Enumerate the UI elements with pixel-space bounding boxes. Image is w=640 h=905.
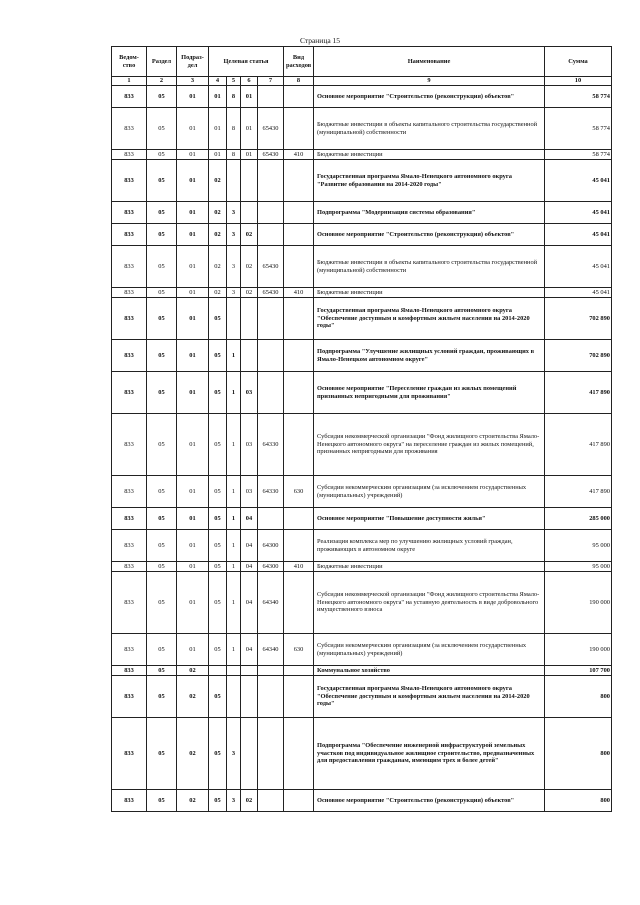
col-num: 4 [209,77,227,86]
cell-razdel: 05 [147,160,177,202]
cell-program: 05 [209,530,227,562]
cell-razdel: 05 [147,530,177,562]
cell-vid [284,246,314,288]
table-row [112,676,612,718]
cell-razdel: 05 [147,718,177,790]
table-row [112,108,612,150]
cell-razdel: 05 [147,666,177,676]
cell-vid: 410 [284,562,314,572]
cell-direction [258,160,284,202]
col-num: 2 [147,77,177,86]
cell-subprogram: 8 [227,86,241,108]
cell-direction [258,340,284,372]
cell-subprogram: 3 [227,790,241,812]
cell-event: 04 [241,562,258,572]
cell-podrazdel: 02 [177,676,209,718]
cell-summa: 58 774 [545,86,612,108]
cell-subprogram: 8 [227,108,241,150]
cell-summa: 800 [545,790,612,812]
cell-name: Основное мероприятие "Повышение доступности жилья" [314,508,545,530]
cell-subprogram: 1 [227,372,241,414]
cell-podrazdel: 01 [177,372,209,414]
table-row [112,224,612,246]
cell-direction [258,508,284,530]
cell-subprogram [227,298,241,340]
cell-event: 03 [241,476,258,508]
cell-vid [284,530,314,562]
cell-name: Подпрограмма "Обеспечение инженерной инфраструктурой земельных участков под индивидуальное жилищное строительство, предназначенных для предоставления гражданам, имеющим трех и более детей" [314,718,545,790]
cell-program: 02 [209,202,227,224]
cell-vedomstvo: 833 [112,246,147,288]
cell-direction [258,372,284,414]
cell-summa: 702 890 [545,340,612,372]
cell-razdel: 05 [147,86,177,108]
cell-subprogram: 3 [227,718,241,790]
cell-program: 05 [209,298,227,340]
col-num: 10 [545,77,612,86]
column-number-row [112,77,612,86]
cell-summa: 45 041 [545,202,612,224]
cell-vid [284,718,314,790]
cell-subprogram [227,666,241,676]
cell-vid [284,790,314,812]
header-summa: Сумма [545,47,612,77]
table-row [112,202,612,224]
cell-direction: 64300 [258,530,284,562]
cell-summa: 417 890 [545,476,612,508]
cell-subprogram: 3 [227,246,241,288]
cell-summa: 58 774 [545,150,612,160]
cell-podrazdel: 01 [177,414,209,476]
cell-subprogram: 1 [227,340,241,372]
cell-program: 05 [209,508,227,530]
cell-vid [284,108,314,150]
cell-razdel: 05 [147,562,177,572]
cell-vid [284,202,314,224]
cell-program: 02 [209,224,227,246]
table-row [112,572,612,634]
cell-name: Бюджетные инвестиции [314,562,545,572]
cell-vid [284,676,314,718]
cell-direction [258,666,284,676]
cell-podrazdel: 01 [177,530,209,562]
cell-vedomstvo: 833 [112,288,147,298]
cell-name: Бюджетные инвестиции в объекты капитального строительства государственной (муниципальной) собственности [314,246,545,288]
cell-summa: 702 890 [545,298,612,340]
cell-razdel: 05 [147,372,177,414]
cell-podrazdel: 01 [177,298,209,340]
col-num: 6 [241,77,258,86]
cell-event [241,298,258,340]
cell-vedomstvo: 833 [112,372,147,414]
cell-program: 05 [209,562,227,572]
cell-subprogram: 1 [227,508,241,530]
cell-name: Основное мероприятие "Переселение граждан из жилых помещений признанных непригодными для проживания" [314,372,545,414]
cell-vedomstvo: 833 [112,508,147,530]
cell-vid [284,508,314,530]
cell-summa: 417 890 [545,414,612,476]
table-row [112,246,612,288]
cell-program: 05 [209,634,227,666]
cell-program: 05 [209,340,227,372]
cell-razdel: 05 [147,150,177,160]
cell-event: 04 [241,508,258,530]
table-row [112,562,612,572]
cell-summa: 800 [545,718,612,790]
cell-event: 01 [241,108,258,150]
cell-direction: 64330 [258,414,284,476]
cell-vid [284,414,314,476]
cell-vedomstvo: 833 [112,202,147,224]
table-row [112,634,612,666]
table-row [112,508,612,530]
cell-vid [284,340,314,372]
cell-program: 05 [209,676,227,718]
cell-event: 04 [241,530,258,562]
cell-subprogram: 1 [227,572,241,634]
cell-program: 05 [209,372,227,414]
cell-vedomstvo: 833 [112,414,147,476]
cell-event [241,202,258,224]
cell-name: Бюджетные инвестиции в объекты капитального строительства государственной (муниципальной) собственности [314,108,545,150]
cell-program: 05 [209,718,227,790]
cell-summa: 800 [545,676,612,718]
header-name: Наименование [314,47,545,77]
cell-podrazdel: 02 [177,718,209,790]
cell-summa: 190 000 [545,572,612,634]
cell-event [241,718,258,790]
table-row [112,666,612,676]
cell-event: 04 [241,572,258,634]
cell-podrazdel: 01 [177,508,209,530]
cell-vedomstvo: 833 [112,790,147,812]
table-row [112,298,612,340]
col-num: 9 [314,77,545,86]
cell-program: 05 [209,572,227,634]
cell-razdel: 05 [147,414,177,476]
cell-name: Государственная программа Ямало-Ненецкого автономного округа "Развитие образования на 2014-2020 годы" [314,160,545,202]
cell-name: Бюджетные инвестиции [314,288,545,298]
cell-subprogram: 8 [227,150,241,160]
cell-vid [284,224,314,246]
cell-program: 05 [209,414,227,476]
cell-podrazdel: 01 [177,108,209,150]
cell-summa: 58 774 [545,108,612,150]
cell-name: Реализация комплекса мер по улучшению жилищных условий граждан, проживающих в автономном округе [314,530,545,562]
cell-direction: 65430 [258,288,284,298]
cell-name: Основное мероприятие "Строительство (реконструкция) объектов" [314,790,545,812]
cell-event: 04 [241,634,258,666]
cell-razdel: 05 [147,298,177,340]
cell-name: Подпрограмма "Улучшение жилищных условий граждан, проживающих в Ямало-Ненецком автономном округе" [314,340,545,372]
cell-direction: 65430 [258,246,284,288]
cell-podrazdel: 01 [177,86,209,108]
header-vid: Вид расходов [284,47,314,77]
cell-name: Субсидии некоммерческим организациям (за исключением государственных (муниципальных) учреждений) [314,476,545,508]
cell-program: 01 [209,86,227,108]
cell-vedomstvo: 833 [112,150,147,160]
table-row [112,718,612,790]
cell-vedomstvo: 833 [112,572,147,634]
cell-direction: 64300 [258,562,284,572]
table-row [112,414,612,476]
cell-vid: 410 [284,150,314,160]
cell-vedomstvo: 833 [112,476,147,508]
cell-vedomstvo: 833 [112,530,147,562]
cell-razdel: 05 [147,634,177,666]
cell-program: 02 [209,288,227,298]
header-vedomstvo: Ведом- ство [112,47,147,77]
cell-razdel: 05 [147,508,177,530]
cell-event [241,160,258,202]
table-row [112,530,612,562]
cell-vedomstvo: 833 [112,298,147,340]
table-row [112,476,612,508]
table-row [112,150,612,160]
cell-subprogram: 3 [227,288,241,298]
cell-name: Субсидия некоммерческой организации "Фонд жилищного строительства Ямало-Ненецкого автономного округа" на переселение граждан из жилых помещений, признанных непригодными для проживания [314,414,545,476]
cell-vedomstvo: 833 [112,224,147,246]
cell-name: Государственная программа Ямало-Ненецкого автономного округа "Обеспечение доступным и комфортным жильем населения на 2014-2020 годы" [314,676,545,718]
cell-razdel: 05 [147,108,177,150]
col-num: 3 [177,77,209,86]
cell-program: 05 [209,476,227,508]
cell-podrazdel: 02 [177,790,209,812]
cell-event [241,676,258,718]
cell-vedomstvo: 833 [112,676,147,718]
table-row [112,86,612,108]
cell-podrazdel: 01 [177,562,209,572]
cell-name: Основное мероприятие "Строительство (реконструкция) объектов" [314,86,545,108]
cell-name: Коммунальное хозяйство [314,666,545,676]
cell-podrazdel: 01 [177,572,209,634]
cell-name: Субсидия некоммерческой организации "Фонд жилищного строительства Ямало-Ненецкого автономного округа" на уставную деятельность в виде добровольного имущественного взноса [314,572,545,634]
cell-summa: 107 700 [545,666,612,676]
cell-podrazdel: 01 [177,288,209,298]
cell-razdel: 05 [147,676,177,718]
cell-summa: 95 000 [545,530,612,562]
page-number: Страница 15 [299,36,341,45]
cell-event: 02 [241,246,258,288]
cell-subprogram: 1 [227,634,241,666]
cell-event: 01 [241,86,258,108]
header-podrazdel: Подраз- дел [177,47,209,77]
cell-summa: 95 000 [545,562,612,572]
table-row [112,288,612,298]
cell-event: 03 [241,414,258,476]
cell-vedomstvo: 833 [112,634,147,666]
cell-subprogram [227,160,241,202]
cell-razdel: 05 [147,202,177,224]
cell-event: 02 [241,288,258,298]
cell-direction: 65430 [258,108,284,150]
cell-program: 02 [209,246,227,288]
cell-direction: 64330 [258,476,284,508]
cell-podrazdel: 02 [177,666,209,676]
cell-subprogram: 1 [227,476,241,508]
cell-summa: 45 041 [545,246,612,288]
cell-direction: 64340 [258,634,284,666]
cell-razdel: 05 [147,340,177,372]
cell-name: Субсидии некоммерческим организациям (за исключением государственных (муниципальных) учреждений) [314,634,545,666]
cell-razdel: 05 [147,224,177,246]
cell-vid [284,298,314,340]
table-row [112,340,612,372]
cell-vedomstvo: 833 [112,340,147,372]
cell-podrazdel: 01 [177,476,209,508]
cell-vid [284,372,314,414]
cell-vedomstvo: 833 [112,718,147,790]
cell-vedomstvo: 833 [112,108,147,150]
cell-podrazdel: 01 [177,340,209,372]
cell-podrazdel: 01 [177,634,209,666]
cell-direction [258,298,284,340]
cell-event [241,666,258,676]
col-num: 5 [227,77,241,86]
cell-vedomstvo: 833 [112,562,147,572]
cell-subprogram: 1 [227,414,241,476]
cell-event: 01 [241,150,258,160]
cell-summa: 285 000 [545,508,612,530]
cell-vid: 630 [284,634,314,666]
header-celevaya: Целевая статья [209,47,284,77]
budget-table [111,46,612,812]
table-body [112,86,612,812]
cell-podrazdel: 01 [177,160,209,202]
table-row [112,790,612,812]
cell-vid [284,572,314,634]
cell-event: 03 [241,372,258,414]
cell-direction [258,790,284,812]
cell-direction [258,86,284,108]
cell-vid [284,86,314,108]
cell-name: Основное мероприятие "Строительство (реконструкция) объектов" [314,224,545,246]
cell-podrazdel: 01 [177,224,209,246]
cell-vid: 630 [284,476,314,508]
cell-direction: 64340 [258,572,284,634]
cell-summa: 45 041 [545,288,612,298]
cell-podrazdel: 01 [177,202,209,224]
header-row [112,47,612,77]
cell-subprogram: 3 [227,224,241,246]
cell-vedomstvo: 833 [112,160,147,202]
cell-subprogram: 1 [227,562,241,572]
col-num: 7 [258,77,284,86]
cell-direction [258,202,284,224]
cell-podrazdel: 01 [177,246,209,288]
cell-summa: 417 890 [545,372,612,414]
cell-summa: 45 041 [545,160,612,202]
cell-razdel: 05 [147,572,177,634]
cell-subprogram [227,676,241,718]
cell-direction: 65430 [258,150,284,160]
cell-razdel: 05 [147,246,177,288]
cell-program: 05 [209,790,227,812]
cell-vid [284,160,314,202]
cell-vid [284,666,314,676]
cell-name: Подпрограмма "Модернизация системы образования" [314,202,545,224]
table-row [112,160,612,202]
cell-direction [258,224,284,246]
cell-razdel: 05 [147,476,177,508]
cell-program [209,666,227,676]
cell-program: 01 [209,150,227,160]
cell-razdel: 05 [147,790,177,812]
cell-program: 02 [209,160,227,202]
cell-vedomstvo: 833 [112,666,147,676]
cell-podrazdel: 01 [177,150,209,160]
cell-subprogram: 1 [227,530,241,562]
cell-event: 02 [241,224,258,246]
col-num: 8 [284,77,314,86]
cell-name: Государственная программа Ямало-Ненецкого автономного округа "Обеспечение доступным и комфортным жильем населения на 2014-2020 годы" [314,298,545,340]
cell-summa: 45 041 [545,224,612,246]
cell-summa: 190 000 [545,634,612,666]
header-razdel: Раздел [147,47,177,77]
table-row [112,372,612,414]
cell-subprogram: 3 [227,202,241,224]
col-num: 1 [112,77,147,86]
cell-vedomstvo: 833 [112,86,147,108]
cell-razdel: 05 [147,288,177,298]
cell-vid: 410 [284,288,314,298]
cell-direction [258,718,284,790]
cell-program: 01 [209,108,227,150]
cell-name: Бюджетные инвестиции [314,150,545,160]
cell-event [241,340,258,372]
cell-event: 02 [241,790,258,812]
cell-direction [258,676,284,718]
